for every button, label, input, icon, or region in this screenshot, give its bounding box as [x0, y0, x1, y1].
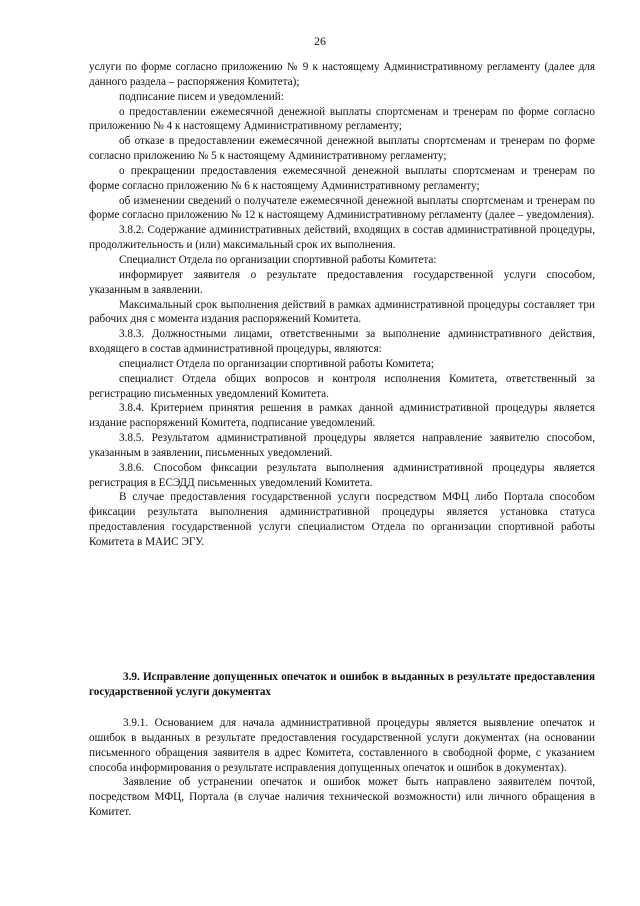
- paragraph: Максимальный срок выполнения действий в рамках административной процедуры составляет три рабочих дня с момента издания распоряжений Комитета.: [89, 298, 595, 326]
- paragraph: подписание писем и уведомлений:: [119, 90, 284, 103]
- paragraph: об отказе в предоставлении ежемесячной денежной выплаты спортсменам и тренерам по форме согласно приложению № 5 к настоящему Административному регламенту;: [89, 135, 595, 163]
- paragraph: об изменении сведений о получателе ежемесячной денежной выплаты спортсменам и тренерам по форме согласно приложению № 12 к настоящему Административному регламенту (далее – уведомления).: [89, 194, 595, 222]
- document-body: [89, 60, 595, 550]
- paragraph: Заявление об устранении опечаток и ошибок может быть направлено заявителем почтой, посредством МФЦ, Портала (в случае наличия технической возможности) или личного обращения в Комитет.: [89, 776, 595, 819]
- paragraph: информирует заявителя о результате предоставления государственной услуги способом, указанным в заявлении.: [89, 268, 595, 296]
- paragraph: 3.8.5. Результатом административной процедуры является направление заявителю способом, указанным в заявлении, письменных уведомлений.: [89, 432, 595, 459]
- page-number: 26: [314, 34, 326, 48]
- paragraph: 3.8.6. Способом фиксации результата выполнения административной процедуры является регистрация в ЕСЭДД письменных уведомлений Комитета.: [89, 461, 595, 489]
- paragraph: В случае предоставления государственной услуги посредством МФЦ либо Портала способом фиксации результата выполнения административной процедуры является установка статуса предоставления государственной услуги специалистом Отдела по организации спортивной работы Комитета в МАИС ЭГУ.: [89, 491, 595, 548]
- paragraph: Специалист Отдела по организации спортивной работы Комитета:: [119, 253, 437, 266]
- section-heading: 3.9. Исправление допущенных опечаток и ошибок в выданных в результате предоставления государственной услуги документах: [89, 671, 595, 698]
- paragraph: 3.8.3. Должностными лицами, ответственными за выполнение административного действия, входящего в состав административной процедуры, являются:: [89, 328, 595, 356]
- paragraph: специалист Отдела общих вопросов и контроля исполнения Комитета, ответственный за регистрацию письменных уведомлений Комитета.: [89, 372, 595, 400]
- paragraph: 3.8.4. Критерием принятия решения в рамках данной административной процедуры является издание распоряжений Комитета, подписание уведомлений.: [89, 402, 595, 430]
- paragraph: 3.9.1. Основанием для начала административной процедуры является выявление опечаток и ошибок в выданных в результате предоставления государственной услуги документах (на основании письменного обращения заявителя в адрес Комитета, составленного в свободной форме, с указанием способа информирования о результате исправления допущенных опечаток и ошибок в документах).: [89, 717, 595, 774]
- section-body: [89, 716, 595, 820]
- paragraph: 3.8.2. Содержание административных действий, входящих в состав административной процедуры, продолжительность и (или) максимальный срок их выполнения.: [89, 224, 595, 252]
- paragraph: услуги по форме согласно приложению № 9 к настоящему Административному регламенту (далее для данного раздела – распоряжения Комитета);: [89, 61, 595, 88]
- paragraph: специалист Отдела по организации спортивной работы Комитета;: [119, 357, 434, 370]
- paragraph: о предоставлении ежемесячной денежной выплаты спортсменам и тренерам по форме согласно приложению № 4 к настоящему Административному регламенту;: [89, 105, 595, 133]
- paragraph: о прекращении предоставления ежемесячной денежной выплаты спортсменам и тренерам по форме согласно приложению № 6 к настоящему Административному регламенту;: [89, 164, 595, 192]
